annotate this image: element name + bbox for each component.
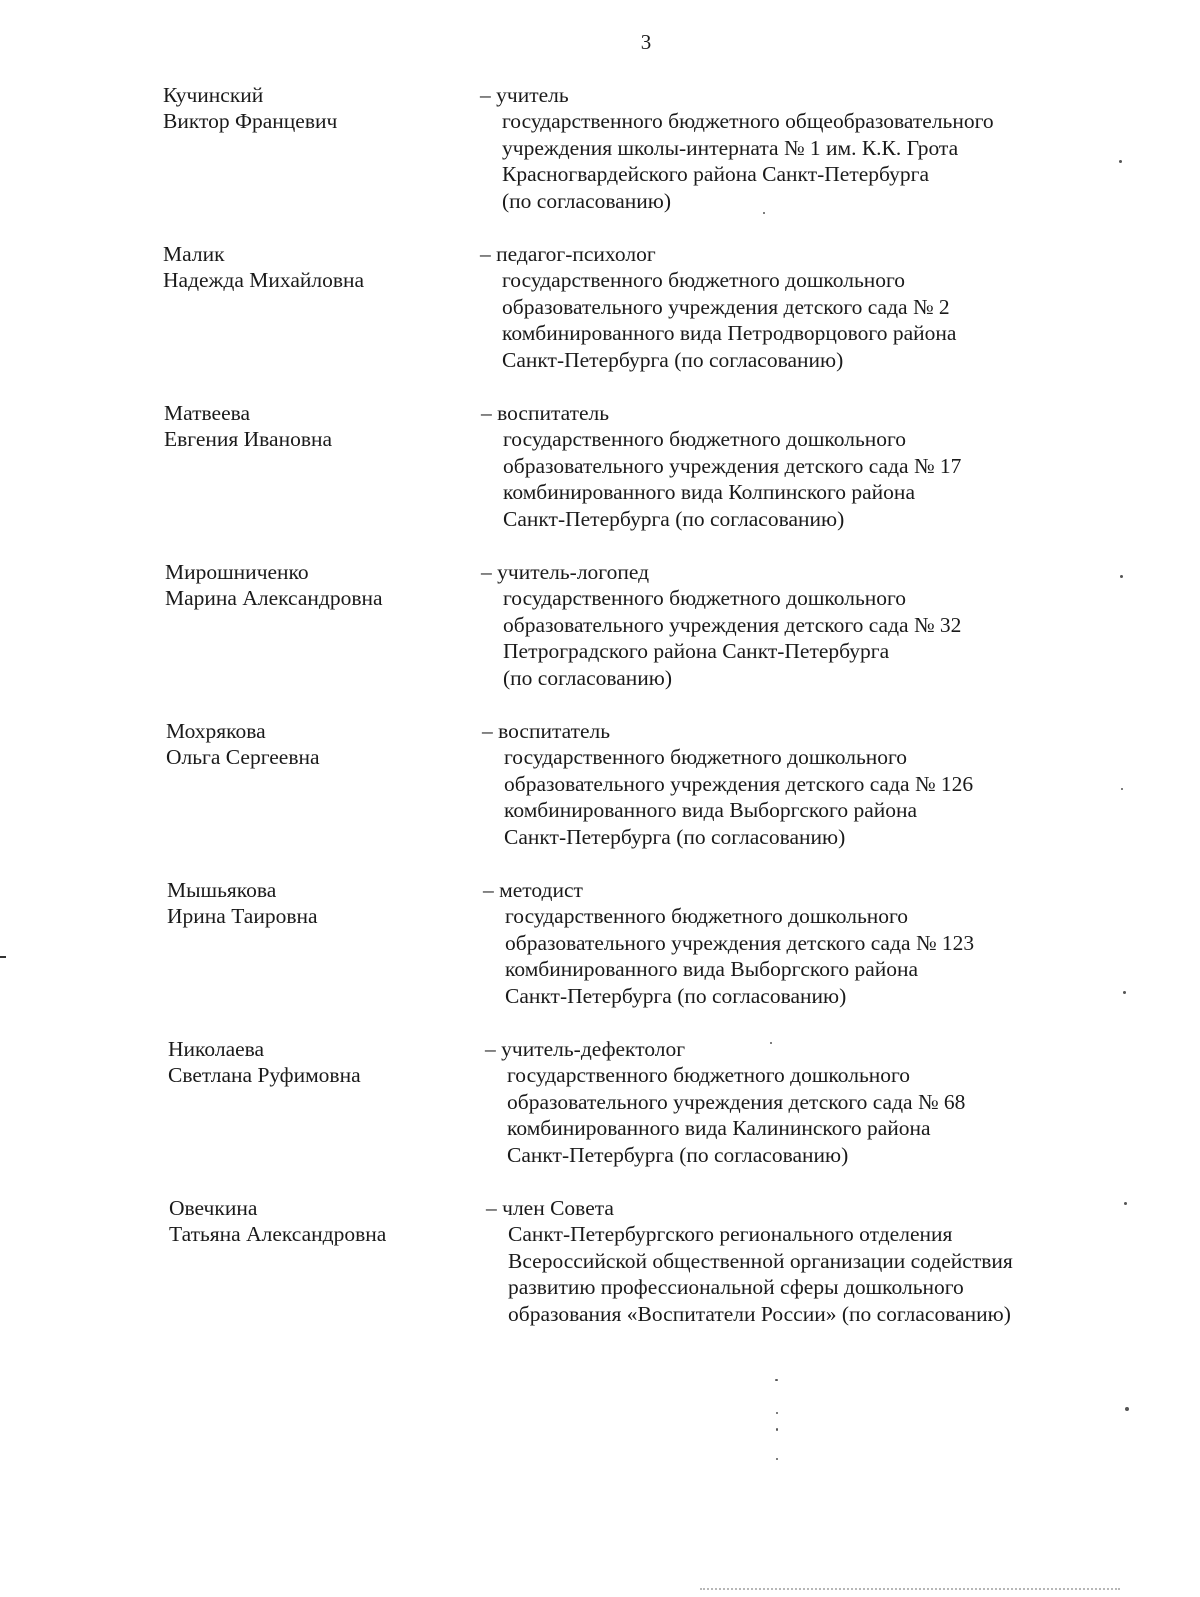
member-position xyxy=(485,1036,1105,1168)
scan-speck xyxy=(770,1042,772,1044)
member-role-line: комбинированного вида Выборгского района xyxy=(505,957,919,982)
scan-speck xyxy=(776,1412,778,1414)
scan-speck xyxy=(1120,575,1123,578)
member-name xyxy=(163,241,463,294)
member-role-line: государственного бюджетного дошкольного xyxy=(503,586,907,611)
scan-speck xyxy=(1124,1202,1127,1205)
member-surname: Малик xyxy=(163,242,225,266)
scan-speck xyxy=(776,1458,778,1460)
member-role-line: учреждения школы-интерната № 1 им. К.К. Грота xyxy=(502,135,959,160)
member-position xyxy=(480,241,1100,373)
member-role-title: – учитель-логопед xyxy=(481,560,650,584)
member-name xyxy=(164,400,464,453)
scan-speck xyxy=(1125,1407,1129,1411)
member-position xyxy=(480,82,1100,214)
member-role-line: государственного бюджетного дошкольного xyxy=(504,745,908,770)
member-role-title: – воспитатель xyxy=(482,719,611,743)
member-role-title: – учитель-дефектолог xyxy=(485,1037,686,1061)
member-given-names: Виктор Францевич xyxy=(163,109,338,134)
member-role-line: государственного бюджетного дошкольного xyxy=(503,427,907,452)
member-role-line: Санкт-Петербурга (по согласованию) xyxy=(504,824,846,849)
member-role-title: – член Совета xyxy=(486,1196,614,1220)
member-position xyxy=(483,877,1103,1009)
member-name xyxy=(163,82,463,135)
member-role-line: образовательного учреждения детского сада № 17 xyxy=(503,453,962,478)
member-surname: Матвеева xyxy=(164,401,251,425)
member-name xyxy=(166,718,466,771)
member-role-line: Санкт-Петербурга (по согласованию) xyxy=(502,347,844,372)
member-position xyxy=(481,559,1101,691)
member-role-line: Петроградского района Санкт-Петербурга xyxy=(503,639,890,664)
member-role-line: (по согласованию) xyxy=(503,665,673,690)
member-role-line: комбинированного вида Петродворцового района xyxy=(502,321,957,346)
member-role-line: образовательного учреждения детского сада № 123 xyxy=(505,930,975,955)
member-role-line: государственного бюджетного дошкольного xyxy=(505,904,909,929)
member-role-line: образовательного учреждения детского сада № 68 xyxy=(507,1089,966,1114)
member-role-line: Всероссийской общественной организации содействия xyxy=(508,1248,1013,1273)
member-position xyxy=(481,400,1101,532)
member-given-names: Марина Александровна xyxy=(165,586,383,611)
member-name xyxy=(167,877,467,930)
member-surname: Николаева xyxy=(168,1037,265,1061)
scan-speck xyxy=(763,212,765,214)
member-role-title: – педагог-психолог xyxy=(480,242,656,266)
member-role-line: комбинированного вида Выборгского района xyxy=(504,798,918,823)
member-surname: Мышьякова xyxy=(167,878,277,902)
member-role-title: – методист xyxy=(483,878,583,902)
scan-speck xyxy=(1119,160,1122,163)
member-role-line: (по согласованию) xyxy=(502,188,672,213)
member-name xyxy=(168,1036,468,1089)
member-role-line: Санкт-Петербурга (по согласованию) xyxy=(507,1142,849,1167)
member-surname: Овечкина xyxy=(169,1196,258,1220)
member-surname: Мирошниченко xyxy=(165,560,309,584)
member-given-names: Надежда Михайловна xyxy=(163,268,365,293)
member-role-title: – воспитатель xyxy=(481,401,610,425)
scan-edge-noise xyxy=(700,1588,1120,1592)
member-surname: Кучинский xyxy=(163,83,264,107)
member-role-line: государственного бюджетного дошкольного xyxy=(507,1063,911,1088)
member-given-names: Евгения Ивановна xyxy=(164,427,333,452)
member-role-line: Санкт-Петербургского регионального отделения xyxy=(508,1222,953,1247)
member-given-names: Татьяна Александровна xyxy=(169,1222,387,1247)
member-given-names: Ольга Сергеевна xyxy=(166,745,320,770)
scan-mark xyxy=(0,956,6,958)
member-role-line: образовательного учреждения детского сада № 126 xyxy=(504,771,974,796)
member-role-line: государственного бюджетного дошкольного xyxy=(502,268,906,293)
member-role-line: развитию профессиональной сферы дошкольного xyxy=(508,1275,964,1300)
member-role-line: Санкт-Петербурга (по согласованию) xyxy=(505,983,847,1008)
member-name xyxy=(169,1195,469,1248)
member-given-names: Ирина Таировна xyxy=(167,904,318,929)
member-role-line: образовательного учреждения детского сада № 2 xyxy=(502,294,950,319)
member-role-line: Санкт-Петербурга (по согласованию) xyxy=(503,506,845,531)
member-surname: Мохрякова xyxy=(166,719,266,743)
scan-speck xyxy=(1121,788,1123,790)
member-role-line: комбинированного вида Колпинского района xyxy=(503,480,915,505)
member-role-line: образовательного учреждения детского сада № 32 xyxy=(503,612,962,637)
member-role-title: – учитель xyxy=(480,83,569,107)
member-role-line: образования «Воспитатели России» (по согласованию) xyxy=(508,1301,1011,1326)
scan-speck xyxy=(776,1428,778,1431)
member-role-line: Красногвардейского района Санкт-Петербурга xyxy=(502,162,929,187)
member-position xyxy=(486,1195,1106,1327)
page-number: 3 xyxy=(640,30,652,54)
member-position xyxy=(482,718,1102,850)
member-role-line: государственного бюджетного общеобразовательного xyxy=(502,109,994,134)
member-role-line: комбинированного вида Калининского района xyxy=(507,1116,931,1141)
scan-speck xyxy=(775,1379,778,1381)
member-given-names: Светлана Руфимовна xyxy=(168,1063,361,1088)
member-name xyxy=(165,559,465,612)
scan-speck xyxy=(1123,991,1126,994)
